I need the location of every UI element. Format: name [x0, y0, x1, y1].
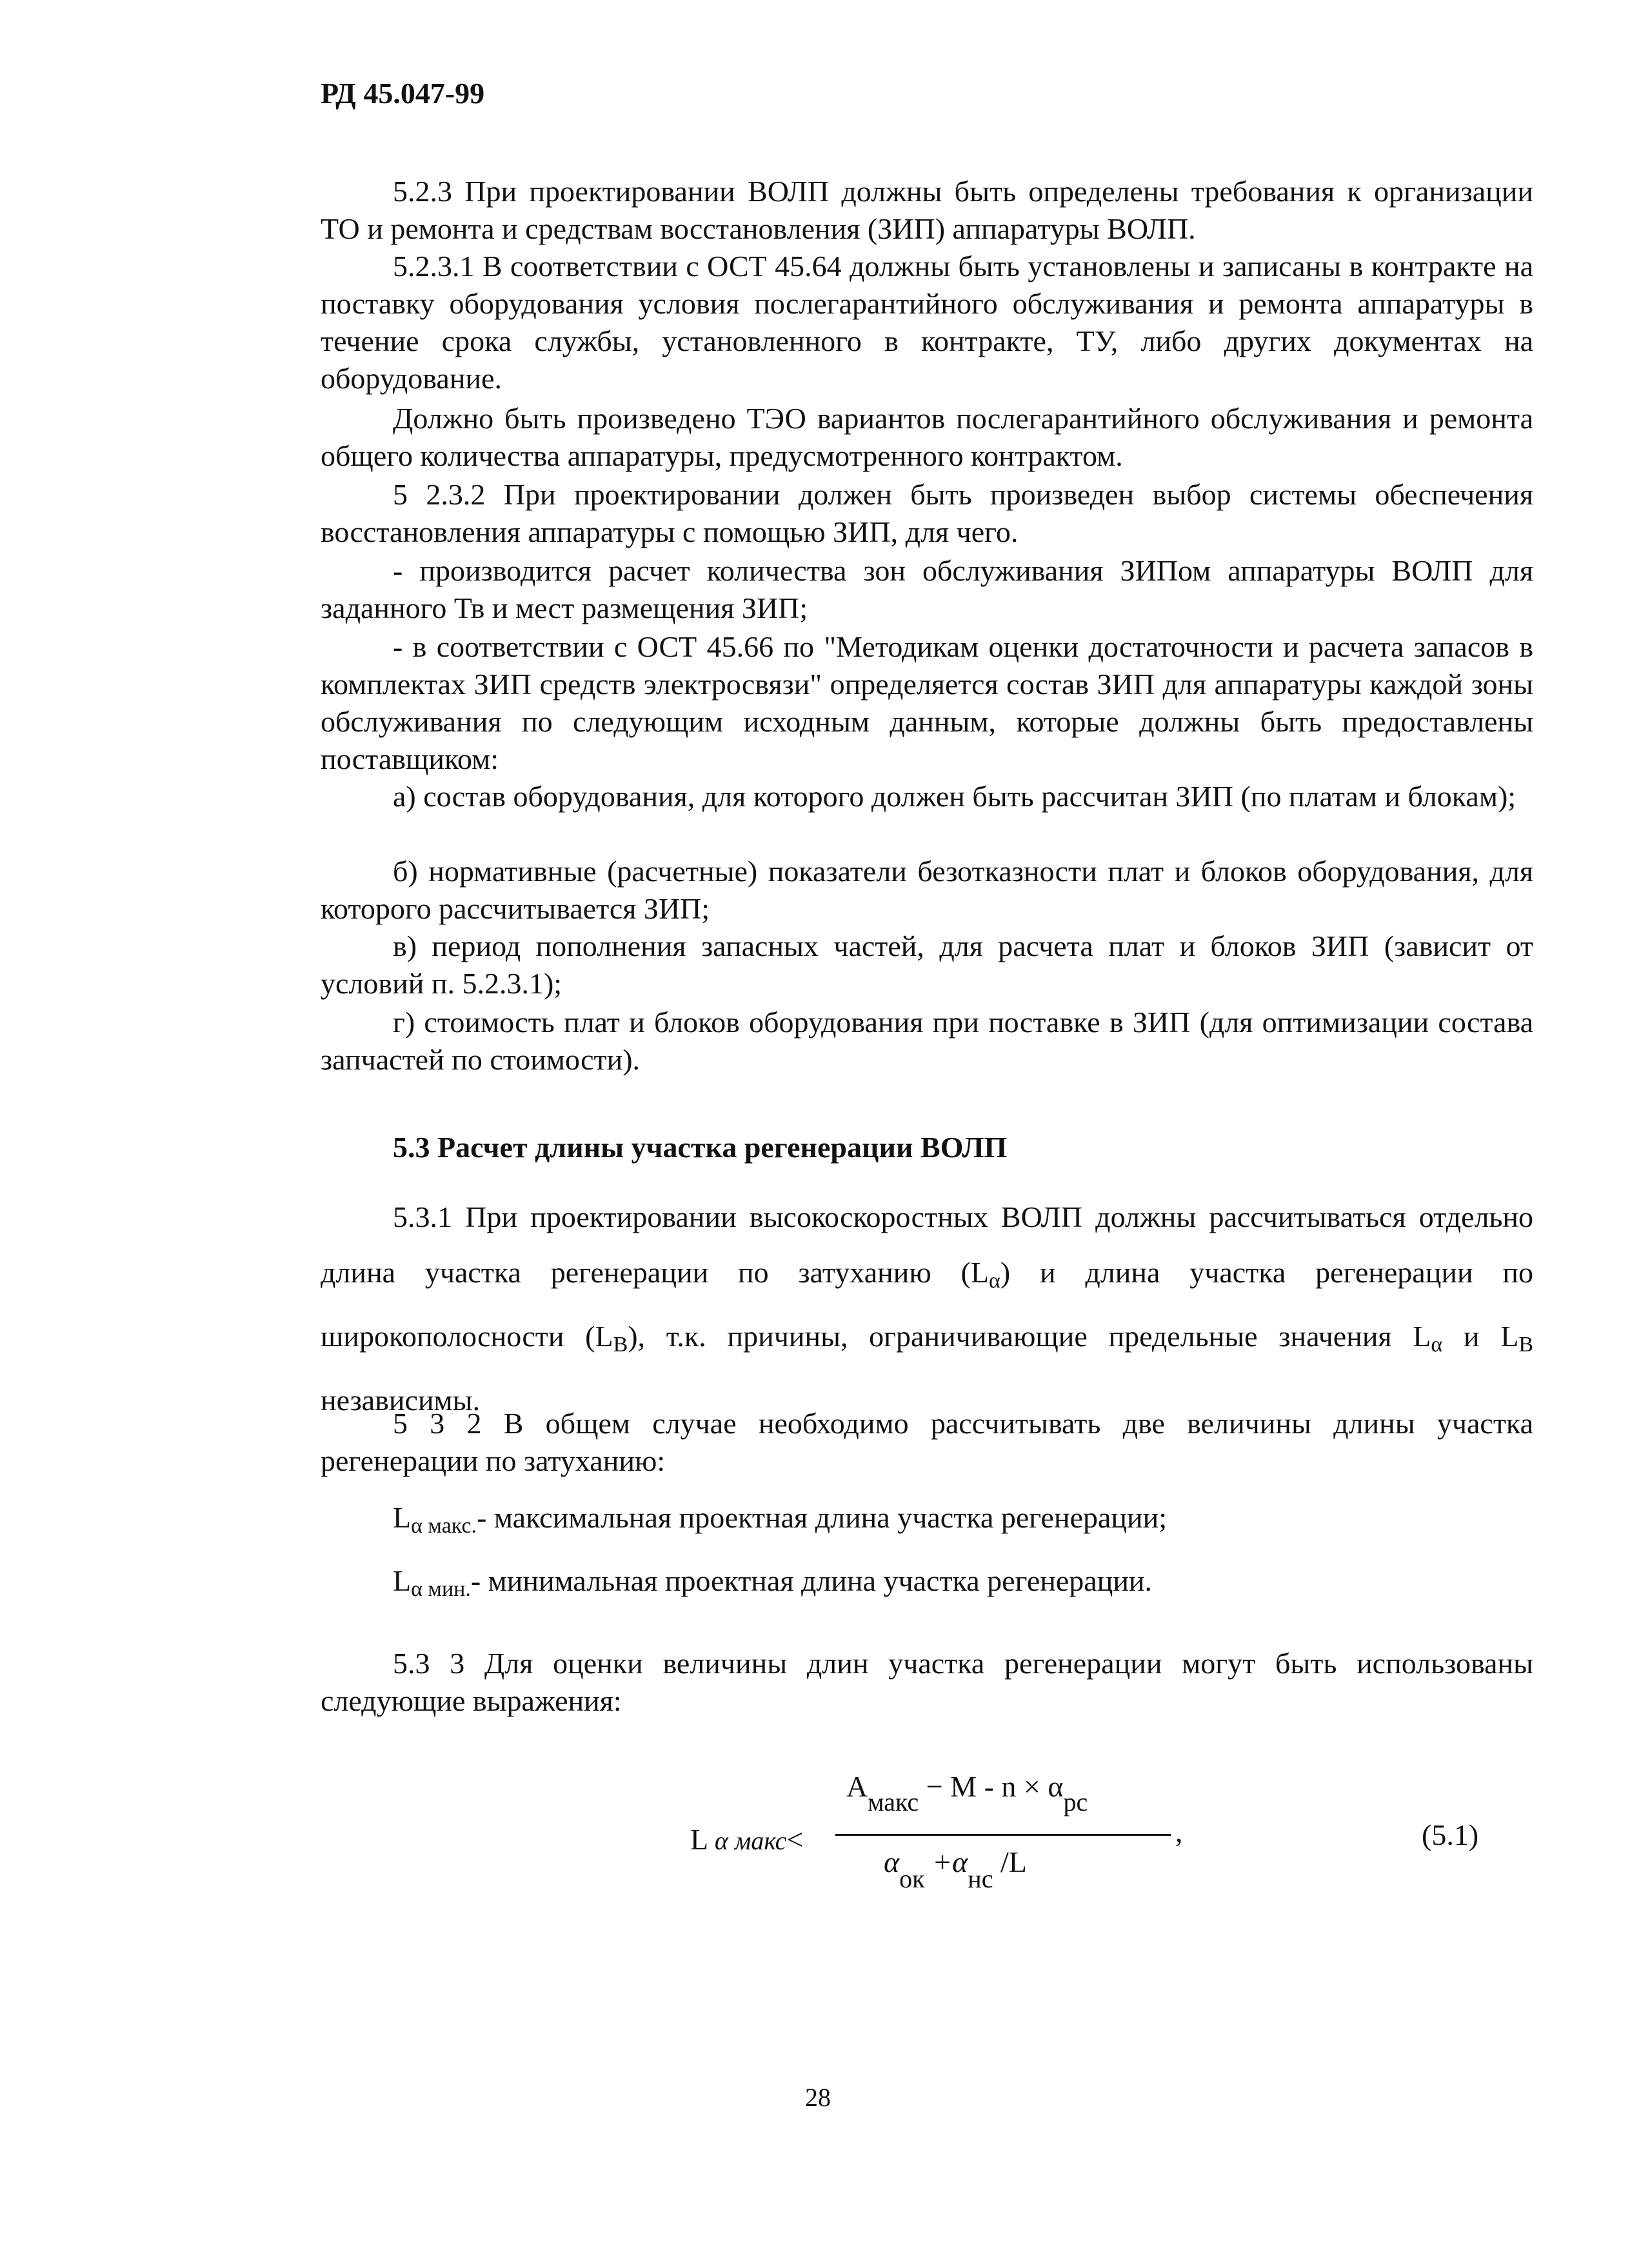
paragraph-5-2-3-1: 5.2.3.1 В соответствии с ОСТ 45.64 должны быть установлены и записаны в контракте на поставку оборудования условия послегарантийного обслуживания и ремонта аппаратуры в течение срока службы, установленного в контракте, ТУ, либо других документах на оборудование. — [321, 250, 1533, 395]
subscript-alpha: α — [1431, 1333, 1443, 1357]
section-heading-5-3: 5.3 Расчет длины участка регенерации ВОЛП — [393, 1131, 1008, 1164]
subscript-b: B — [613, 1333, 628, 1357]
p531-text-4: и L — [1442, 1320, 1519, 1353]
formula-ns-subscript: нс — [968, 1864, 993, 1893]
formula-ok-subscript: ок — [899, 1864, 925, 1893]
formula-a: A — [846, 1770, 868, 1803]
paragraph-5-3-1 — [321, 1189, 1533, 1428]
equation-number: (5.1) — [1422, 1818, 1479, 1851]
definition-text: - минимальная проектная длина участка регенерации. — [470, 1564, 1153, 1597]
symbol-l: L — [393, 1564, 412, 1597]
p531-text-2: ) и длина участка регенерации по широкополосности (L — [321, 1256, 1533, 1353]
p531-text-1: 5.3.1 При проектировании высокоскоростных ВОЛП должны рассчитываться отдельно длина участка регенерации по затуханию (L — [321, 1200, 1533, 1289]
document-code: РД 45.047-99 — [321, 77, 485, 110]
formula-lhs-subscript: α макс — [714, 1826, 787, 1855]
subscript-alpha: α — [988, 1269, 1000, 1293]
formula-denominator-rest: /L — [993, 1845, 1027, 1878]
p531-text-3: ), т.к. причины, ограничивающие предельные значения L — [628, 1320, 1431, 1353]
definition-l-max — [321, 1499, 1533, 1545]
formula-lhs — [690, 1822, 803, 1856]
fraction-bar — [835, 1834, 1171, 1836]
formula-5-1 — [690, 1764, 1183, 1919]
subscript-alpha-min: α мин. — [411, 1577, 471, 1601]
subscript-alpha-max: α макс. — [411, 1514, 477, 1538]
paragraph-5-2-3: 5.2.3 При проектировании ВОЛП должны быть определены требования к организации ТО и ремонта и средствам восстановления (ЗИП) аппаратуры ВОЛП. — [321, 175, 1533, 245]
formula-alpha-ok: α — [884, 1845, 900, 1878]
list-item-g: г) стоимость плат и блоков оборудования при поставке в ЗИП (для оптимизации состава запчастей по стоимости). — [321, 1006, 1533, 1076]
paragraph-teo: Должно быть произведено ТЭО вариантов послегарантийного обслуживания и ремонта общего количества аппаратуры, предусмотренного контрактом. — [321, 402, 1533, 472]
formula-numerator — [846, 1769, 1088, 1817]
formula-less-than: < — [786, 1823, 804, 1856]
symbol-l: L — [393, 1501, 412, 1534]
definition-l-min — [321, 1562, 1533, 1608]
formula-a-subscript: макс — [868, 1787, 919, 1816]
formula-denominator — [884, 1845, 1027, 1894]
formula-numerator-rest: − M - n × α — [919, 1770, 1064, 1803]
p531-text-5: независимы. — [321, 1384, 481, 1417]
list-item-v: в) период пополнения запасных частей, для расчета плат и блоков ЗИП (зависит от условий п. 5.2.3.1); — [321, 930, 1533, 1000]
bullet-zones: - производится расчет количества зон обслуживания ЗИПом аппаратуры ВОЛП для заданного Тв и мест размещения ЗИП; — [321, 554, 1533, 624]
paragraph-5-3-3: 5.3 3 Для оценки величины длин участка регенерации могут быть использованы следующие выражения: — [321, 1647, 1533, 1717]
page-number: 28 — [805, 2083, 831, 2112]
list-item-a: а) состав оборудования, для которого должен быть рассчитан ЗИП (по платам и блокам); — [393, 780, 1517, 813]
formula-pc-subscript: pc — [1063, 1787, 1088, 1816]
formula-comma: , — [1175, 1815, 1183, 1848]
paragraph-5-2-3-2: 5 2.3.2 При проектировании должен быть произведен выбор системы обеспечения восстановления аппаратуры с помощью ЗИП, для чего. — [321, 478, 1533, 548]
paragraph-5-3-2: 5 3 2 В общем случае необходимо рассчитывать две величины длины участка регенерации по затуханию: — [321, 1407, 1533, 1477]
subscript-b: B — [1518, 1333, 1533, 1357]
list-item-b: б) нормативные (расчетные) показатели безотказности плат и блоков оборудования, для которого рассчитывается ЗИП; — [321, 855, 1533, 925]
formula-alpha-ns: +α — [924, 1845, 968, 1878]
bullet-ost-45-66: - в соответствии с ОСТ 45.66 по "Методикам оценки достаточности и расчета запасов в комплектах ЗИП средств электросвязи" определяется состав ЗИП для аппаратуры каждой зоны обслуживания по следующим исходным данным, которые должны быть предоставлены поставщиком: — [321, 630, 1533, 775]
definition-text: - максимальная проектная длина участка регенерации; — [477, 1501, 1168, 1534]
formula-l: L — [690, 1823, 708, 1856]
